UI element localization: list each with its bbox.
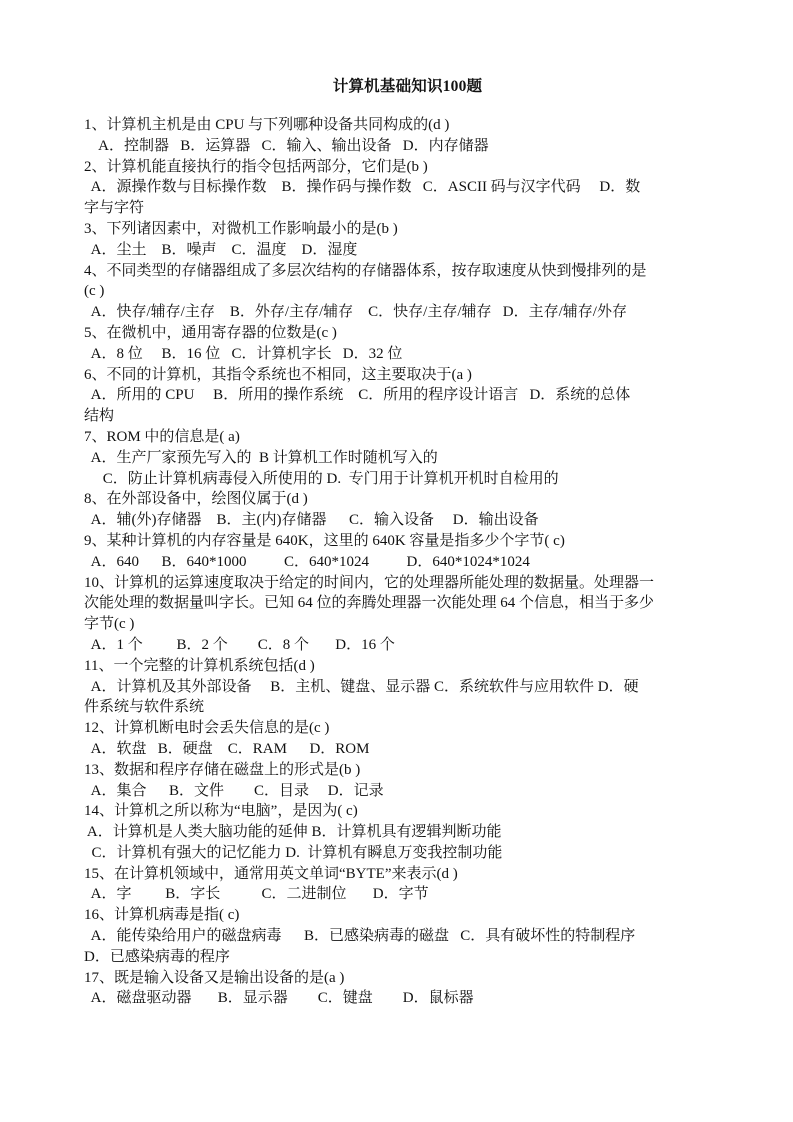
text-line: A．能传染给用户的磁盘病毒 B．已感染病毒的磁盘 C．具有破坏性的特制程序 <box>84 928 636 945</box>
text-line: A．快存/辅存/主存 B．外存/主存/辅存 C．快存/主存/辅存 D．主存/辅存/外存 <box>84 304 627 321</box>
text-line: A．生产厂家预先写入的 B 计算机工作时随机写入的 <box>84 449 438 466</box>
text-line: 14、计算机之所以称为“电脑”，是因为( c) <box>84 803 358 820</box>
text-line: C．防止计算机病毒侵入所使用的 D. 专门用于计算机开机时自检用的 <box>84 470 559 487</box>
text-line: 15、在计算机领域中，通常用英文单词“BYTE”来表示(d ) <box>84 865 458 882</box>
text-line: 8、在外部设备中，绘图仪属于(d ) <box>84 491 308 508</box>
text-line: 1、计算机主机是由 CPU 与下列哪种设备共同构成的(d ) <box>84 117 450 133</box>
text-line: 6、不同的计算机，其指令系统也不相同，这主要取决于(a ) <box>84 366 472 383</box>
text-line: C．计算机有强大的记忆能力 D. 计算机有瞬息万变我控制功能 <box>84 844 503 861</box>
text-line: 13、数据和程序存储在磁盘上的形式是(b ) <box>84 761 361 778</box>
text-line: A．源操作数与目标操作数 B．操作码与操作数 C．ASCII 码与汉字代码 D．数 <box>84 179 641 196</box>
text-line: 17、既是输入设备又是输出设备的是(a ) <box>84 969 345 986</box>
text-line: 3、下列诸因素中，对微机工作影响最小的是(b ) <box>84 220 398 237</box>
text-line: (c ) <box>84 283 105 300</box>
text-line: A．集合 B．文件 C．目录 D．记录 <box>84 782 384 799</box>
text-line: 9、某种计算机的内存容量是 640K，这里的 640K 容量是指多少个字节( c) <box>84 532 565 549</box>
text-line: 11、一个完整的计算机系统包括(d ) <box>84 657 315 674</box>
text-line: A．磁盘驱动器 B．显示器 C．键盘 D．鼠标器 <box>84 990 474 1007</box>
text-line: 7、ROM 中的信息是( a) <box>84 428 240 445</box>
text-line: A．控制器 B．运算器 C．输入、输出设备 D．内存储器 <box>84 137 489 154</box>
text-line: A．计算机及其外部设备 B．主机、键盘、显示器 C．系统软件与应用软件 D．硬 <box>84 678 639 695</box>
text-line: A．640 B．640*1000 C．640*1024 D．640*1024*1024 <box>84 553 530 570</box>
text-line: 10、计算机的运算速度取决于给定的时间内，它的处理器所能处理的数据量。处理器一 <box>84 574 655 591</box>
text-line: A．软盘 B．硬盘 C．RAM D．ROM <box>84 740 370 757</box>
text-line: 件系统与软件系统 <box>84 699 205 716</box>
page-title: 计算机基础知识100题 <box>332 78 483 95</box>
text-line: A．辅(外)存储器 B．主(内)存储器 C．输入设备 D．输出设备 <box>84 512 539 529</box>
text-line: 12、计算机断电时会丢失信息的是(c ) <box>84 720 330 737</box>
text-line: A．1 个 B．2 个 C．8 个 D．16 个 <box>84 636 395 653</box>
text-line: A．所用的 CPU B．所用的操作系统 C．所用的程序设计语言 D．系统的总体 <box>84 387 631 404</box>
text-line: D．已感染病毒的程序 <box>84 948 230 965</box>
text-line: A．8 位 B．16 位 C．计算机字长 D．32 位 <box>84 345 403 362</box>
document-body <box>84 115 710 1009</box>
text-line: 2、计算机能直接执行的指令包括两部分，它们是(b ) <box>84 158 428 175</box>
text-line: A．计算机是人类大脑功能的延伸 B．计算机具有逻辑判断功能 <box>84 824 502 841</box>
text-line: A．尘土 B．噪声 C．温度 D．湿度 <box>84 241 358 258</box>
text-line: 字与字符 <box>84 200 145 217</box>
text-line: 4、不同类型的存储器组成了多层次结构的存储器体系，按存取速度从快到慢排列的是 <box>84 262 647 279</box>
text-line: 字节(c ) <box>84 616 135 633</box>
text-line: 次能处理的数据量叫字长。已知 64 位的奔腾处理器一次能处理 64 个信息，相当于多少 <box>84 595 655 612</box>
text-line: 结构 <box>84 408 115 425</box>
text-line: A．字 B．字长 C．二进制位 D．字节 <box>84 886 429 903</box>
text-line: 16、计算机病毒是指( c) <box>84 907 240 924</box>
text-line: 5、在微机中，通用寄存器的位数是(c ) <box>84 324 337 341</box>
